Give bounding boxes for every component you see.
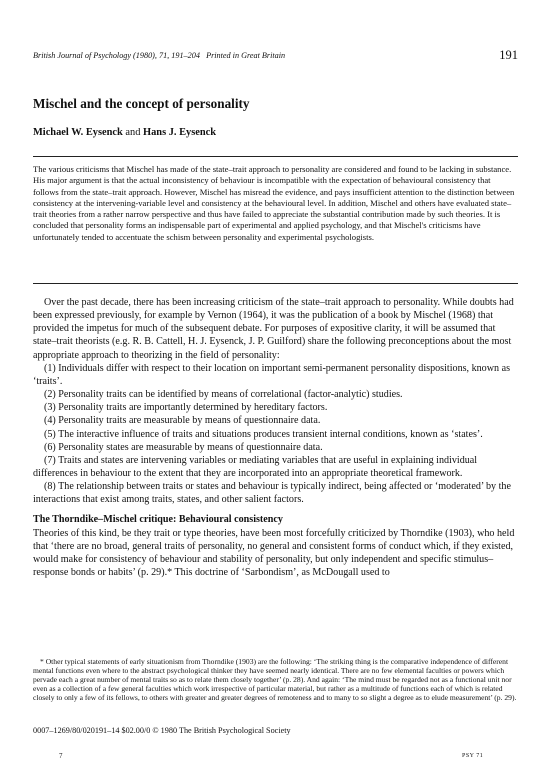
section-heading: The Thorndike–Mischel critique: Behavioural consistency <box>33 513 283 525</box>
author-conjunction: and <box>125 127 141 138</box>
abstract: The various criticisms that Mischel has made of the state–trait approach to personality are considered and found to be lacking in substance. His major argument is that the actual inconsistency of behaviour is incompatible with the expectation of behavioural consistency that follows from the state–trait approach. However, Mischel has misread the evidence, and pays insufficient attention to the distinction between consistency at the intervening-variable level and consistency at the behavioural level. In addition, Mischel and others have evaluated state–trait theories from a rather narrow perspective and thus have failed to appreciate the substantial contribution made by such theories. It is concluded that personality forms an indispensable part of experimental and applied psychology, and that Mischel's criticisms have unfortunately tended to accentuate the schism between personality and experimental psychologists. <box>33 164 515 242</box>
running-header <box>33 48 518 62</box>
abstract-bottom-rule <box>33 283 518 284</box>
footnote: * Other typical statements of early situationism from Thorndike (1903) are the following: ‘The striking thing is the comparative independence of different mental functions even where to the abstract psychological thinker they have seemed nearly identical. There are no few elemental faculties or powers which pervade each a great number of mental traits so as to relate them closely together’ (p. 28). And again: ‘The mind must be regarded not as a functional unit nor even as a collection of a few general faculties which work irrespective of particular material, but rather as a multitude of functions each of which is related closely to only a few of its fellows, to others with greater and greater degrees of remoteness and to many to so slight a degree as to elude measurement’ (p. 29). <box>33 657 517 703</box>
printed-in: Printed in Great Britain <box>206 51 286 60</box>
author-line <box>33 127 216 138</box>
preconception-8: (8) The relationship between traits or states and behaviour is typically indirect, being affected or ‘moderated’ by the interactions that exist among traits, states, and other salient factors. <box>33 481 511 506</box>
preconception-6: (6) Personality states are measurable by means of questionnaire data. <box>44 441 323 453</box>
signature-code: PSY 71 <box>462 753 484 759</box>
article-body <box>33 296 518 579</box>
imprint-line: 0007–1269/80/020191–14 $02.00/0 © 1980 The British Psychological Society <box>33 726 291 735</box>
abstract-top-rule <box>33 156 518 157</box>
preconception-2: (2) Personality traits can be identified by means of correlational (factor-analytic) studies. <box>44 389 403 401</box>
preconception-7: (7) Traits and states are intervening variables or mediating variables that are useful in explaining individual differences in behaviour to the extent that they are incorporated into an appropriate theoretical framework. <box>33 454 478 480</box>
intro-paragraph: Over the past decade, there has been increasing criticism of the state–trait approach to personality. While doubts had been expressed previously, for example by Vernon (1964), it was the publication of a book by Mischel (1968) that provided the impetus for much of the subsequent debate. For purposes of expositive clarity, it will be assumed that state–trait theorists (e.g. R. B. Cattell, H. J. Eysenck, J. P. Guilford) share the following preconceptions about the most appropriate approach to theorizing in the field of personality: <box>33 297 514 361</box>
article-title: Mischel and the concept of personality <box>33 96 250 111</box>
page-number: 191 <box>499 48 518 62</box>
section-paragraph: Theories of this kind, be they trait or type theories, have been most forcefully criticized by Thorndike (1903), who held that ‘there are no broad, general traits of personality, no general and consistent forms of conduct which, if they existed, would make for consistency of behaviour and stability of personality, but only independent and specific stimulus–response bonds or habits’ (p. 29).* This doctrine of ‘Sarbondism’, as McDougall used to <box>33 527 515 579</box>
author-first: Michael W. Eysenck <box>33 127 123 138</box>
preconception-3: (3) Personality traits are importantly determined by hereditary factors. <box>44 402 328 414</box>
journal-citation: British Journal of Psychology (1980), 71, 191–204 <box>33 51 200 60</box>
signature-mark: 7 <box>59 752 63 760</box>
preconception-1: (1) Individuals differ with respect to their location on important semi-permanent personality dispositions, known as ‘traits’. <box>33 362 510 387</box>
preconception-5: (5) The interactive influence of traits and situations produces transient internal conditions, known as ‘states’. <box>44 428 483 440</box>
preconception-4: (4) Personality traits are measurable by means of questionnaire data. <box>44 415 321 427</box>
author-second: Hans J. Eysenck <box>143 127 217 138</box>
